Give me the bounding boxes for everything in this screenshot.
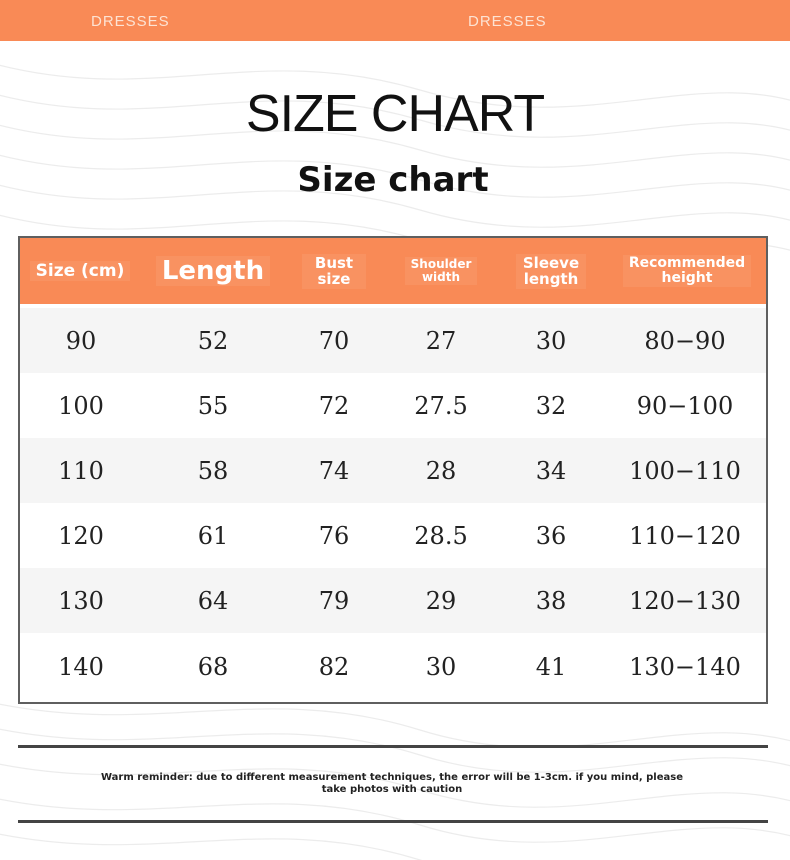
category-tag-left: DRESSES	[91, 13, 170, 30]
page-title: SIZE CHART	[245, 85, 545, 143]
table-row	[20, 308, 766, 373]
cell-size: 100	[58, 391, 104, 420]
cell-sleeve: 38	[535, 586, 567, 615]
cell-length: 58	[197, 456, 229, 485]
cell-height: 130−140	[629, 652, 741, 681]
cell-height: 110−120	[629, 521, 741, 550]
warm-reminder-note: Warm reminder: due to different measurement techniques, the error will be 1-3cm. if you mind, please take photos with caution	[100, 772, 683, 795]
size-table	[18, 236, 768, 704]
cell-height: 100−110	[629, 456, 741, 485]
cell-shoulder: 30	[425, 652, 457, 681]
header-shoulder-width: Shoulder width	[405, 238, 477, 304]
table-row	[20, 568, 766, 633]
page-subtitle: Size chart	[297, 160, 489, 200]
category-tag-center: DRESSES	[468, 13, 547, 30]
cell-length: 64	[197, 586, 229, 615]
cell-shoulder: 29	[425, 586, 457, 615]
cell-size: 140	[58, 652, 104, 681]
divider-top	[18, 745, 768, 748]
cell-height: 80−90	[644, 326, 726, 355]
cell-shoulder: 27	[425, 326, 457, 355]
header-sleeve-length: Sleeve length	[516, 238, 586, 304]
cell-length: 55	[197, 391, 229, 420]
cell-shoulder: 28.5	[414, 521, 468, 550]
cell-sleeve: 41	[535, 652, 567, 681]
cell-bust: 74	[318, 456, 350, 485]
cell-height: 120−130	[629, 586, 741, 615]
cell-shoulder: 27.5	[414, 391, 468, 420]
divider-bottom	[18, 820, 768, 823]
header-length: Length	[148, 238, 278, 304]
cell-bust: 76	[318, 521, 350, 550]
cell-bust: 79	[318, 586, 350, 615]
cell-size: 90	[65, 326, 97, 355]
cell-shoulder: 28	[425, 456, 457, 485]
table-header	[20, 238, 766, 304]
cell-bust: 70	[318, 326, 350, 355]
cell-size: 110	[58, 456, 104, 485]
cell-length: 68	[197, 652, 229, 681]
cell-size: 130	[58, 586, 104, 615]
table-row	[20, 503, 766, 568]
table-row	[20, 373, 766, 438]
table-row	[20, 438, 766, 503]
cell-bust: 82	[318, 652, 350, 681]
header-recommended-height: Recommended height	[624, 238, 750, 304]
cell-bust: 72	[318, 391, 350, 420]
cell-height: 90−100	[636, 391, 734, 420]
cell-sleeve: 30	[535, 326, 567, 355]
cell-sleeve: 34	[535, 456, 567, 485]
cell-size: 120	[58, 521, 104, 550]
header-bust-size: Bust size	[302, 238, 366, 304]
top-banner	[0, 0, 790, 41]
header-size: Size (cm)	[20, 238, 140, 304]
table-row	[20, 634, 766, 699]
cell-length: 61	[197, 521, 229, 550]
cell-length: 52	[197, 326, 229, 355]
cell-sleeve: 32	[535, 391, 567, 420]
cell-sleeve: 36	[535, 521, 567, 550]
